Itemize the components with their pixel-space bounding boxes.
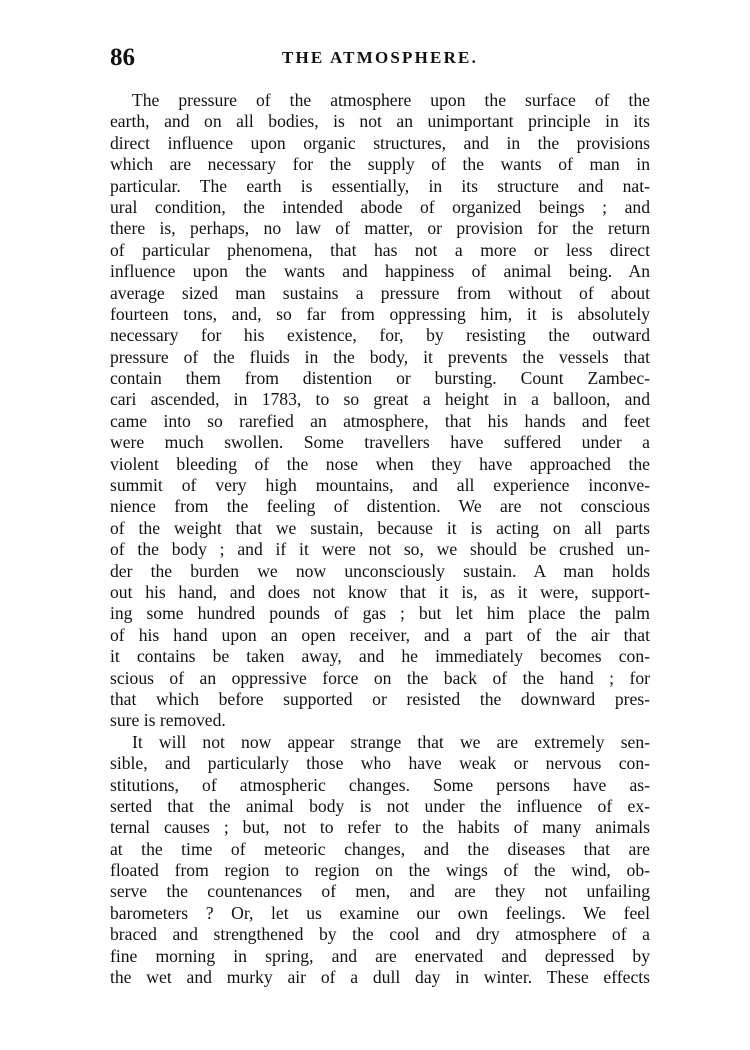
text-line: necessary for his existence, for, by resisting the outward: [110, 325, 650, 346]
text-line: der the burden we now unconsciously sustain. A man holds: [110, 560, 650, 581]
text-line: braced and strengthened by the cool and dry atmosphere of a: [110, 924, 650, 945]
text-line: scious of an oppressive force on the back of the hand ; for: [110, 667, 650, 688]
text-line: barometers ? Or, let us examine our own feelings. We feel: [110, 902, 650, 923]
text-line: at the time of meteoric changes, and the diseases that are: [110, 838, 650, 859]
text-line: were much swollen. Some travellers have suffered under a: [110, 432, 650, 453]
body-text: [110, 90, 650, 988]
text-line: floated from region to region on the wings of the wind, ob-: [110, 860, 650, 881]
text-line: particular. The earth is essentially, in its structure and nat-: [110, 175, 650, 196]
text-line: average sized man sustains a pressure from without of about: [110, 282, 650, 303]
text-line: came into so rarefied an atmosphere, that his hands and feet: [110, 410, 650, 431]
text-line: fine morning in spring, and are enervated and depressed by: [110, 945, 650, 966]
text-line: nience from the feeling of distention. We are not conscious: [110, 496, 650, 517]
text-line: fourteen tons, and, so far from oppressing him, it is absolutely: [110, 303, 650, 324]
text-line: contain them from distention or bursting. Count Zambec-: [110, 368, 650, 389]
running-title: THE ATMOSPHERE.: [281, 48, 479, 67]
text-line: direct influence upon organic structures, and in the provisions: [110, 132, 650, 153]
text-line: there is, perhaps, no law of matter, or provision for the return: [110, 218, 650, 239]
text-line: The pressure of the atmosphere upon the surface of the: [132, 90, 650, 110]
text-line: of particular phenomena, that has not a more or less direct: [110, 239, 650, 260]
text-line: It will not now appear strange that we are extremely sen-: [132, 731, 650, 752]
text-line: earth, and on all bodies, is not an unimportant principle in its: [110, 111, 650, 132]
text-line: stitutions, of atmospheric changes. Some persons have as-: [110, 774, 650, 795]
text-line: of the weight that we sustain, because it is acting on all parts: [110, 517, 650, 538]
paragraph-atmospheric-changes: [110, 732, 650, 989]
text-line: the wet and murky air of a dull day in winter. These effects: [110, 967, 650, 988]
text-line: cari ascended, in 1783, to so great a height in a balloon, and: [110, 389, 650, 410]
text-line: sure is removed.: [110, 710, 226, 731]
text-line: out his hand, and does not know that it is, as it were, support-: [110, 581, 650, 602]
text-line: it contains be taken away, and he immediately becomes con-: [110, 646, 650, 667]
running-head: [110, 43, 650, 73]
text-line: pressure of the fluids in the body, it prevents the vessels that: [110, 346, 650, 367]
text-line: sible, and particularly those who have weak or nervous con-: [110, 753, 650, 774]
text-line: serve the countenances of men, and are they not unfailing: [110, 881, 650, 902]
text-line: of his hand upon an open receiver, and a part of the air that: [110, 624, 650, 645]
text-line: violent bleeding of the nose when they have approached the: [110, 453, 650, 474]
text-line: summit of very high mountains, and all experience inconve-: [110, 475, 650, 496]
text-line: ternal causes ; but, not to refer to the habits of many animals: [110, 817, 650, 838]
page-number: 86: [110, 44, 135, 71]
text-line: that which before supported or resisted the downward pres-: [110, 688, 650, 709]
text-line: ing some hundred pounds of gas ; but let him place the palm: [110, 603, 650, 624]
text-line: which are necessary for the supply of the wants of man in: [110, 154, 650, 175]
text-line: serted that the animal body is not under the influence of ex-: [110, 795, 650, 816]
paragraph-pressure: [110, 90, 650, 732]
text-line: influence upon the wants and happiness of animal being. An: [110, 261, 650, 282]
text-line: of the body ; and if it were not so, we should be crushed un-: [110, 539, 650, 560]
text-line: ural condition, the intended abode of organized beings ; and: [110, 196, 650, 217]
